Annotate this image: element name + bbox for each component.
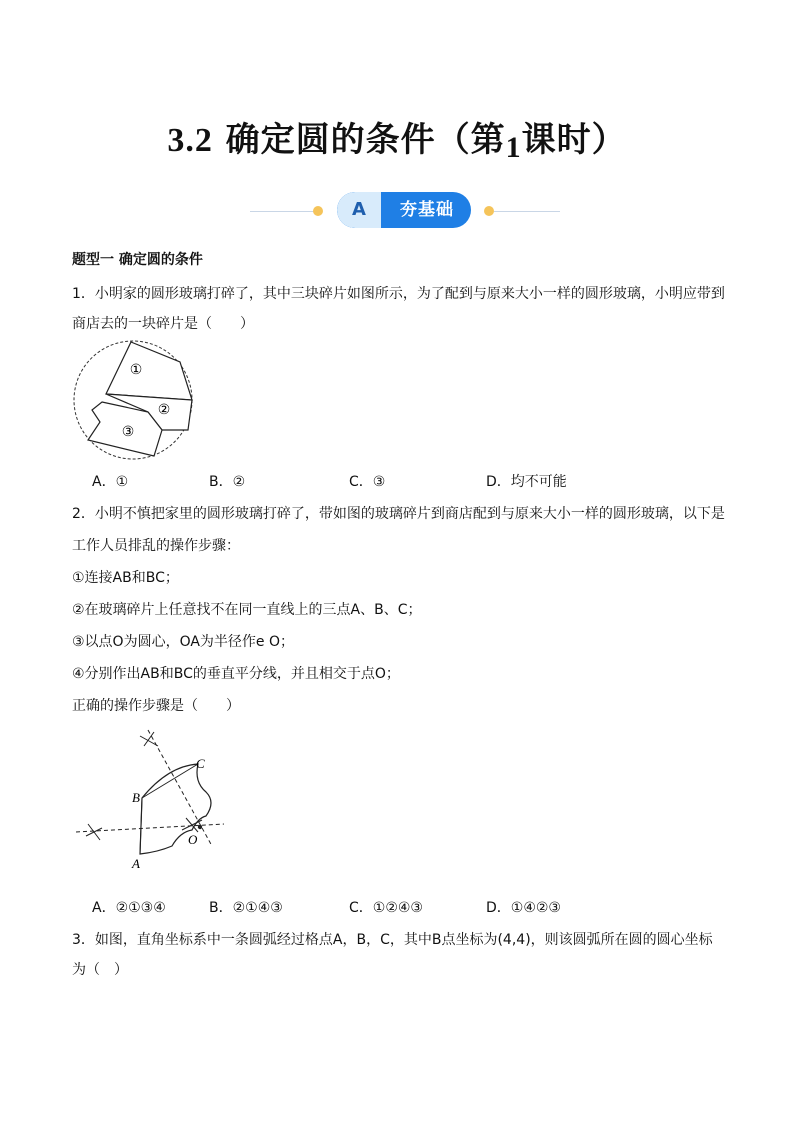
page-title bbox=[0, 112, 794, 165]
q3-text-line2: 为（ ） bbox=[72, 962, 128, 978]
center-point-o bbox=[198, 825, 202, 829]
q2-step-4: ④分别作出AB和BC的垂直平分线，并且相交于点O； bbox=[72, 666, 400, 682]
q1-option-b: B．② bbox=[209, 474, 246, 490]
chord-ab bbox=[140, 798, 142, 854]
q3-text-line1: 3．如图，直角坐标系中一条圆弧经过格点A，B，C，其中B点坐标为(4,4)，则该圆弧所在圆的圆心坐标 bbox=[72, 932, 713, 948]
label-a: A bbox=[132, 856, 140, 871]
label-o: O bbox=[188, 832, 198, 847]
q2-step-3: ③以点O为圆心，OA为半径作e O； bbox=[72, 634, 295, 650]
title-main: 确定圆的条件（第 bbox=[225, 120, 506, 160]
fragment-3-label: ③ bbox=[121, 425, 135, 440]
section-badge-row bbox=[0, 192, 794, 230]
q1-text-line1: 1．小明家的圆形玻璃打碎了，其中三块碎片如图所示，为了配到与原来大小一样的圆形玻璃，小明应带到 bbox=[72, 286, 725, 302]
badge-left-dot bbox=[313, 206, 323, 216]
q2-text-line2: 工作人员排乱的操作步骤： bbox=[72, 538, 240, 554]
q2-option-d: D．①④②③ bbox=[486, 900, 561, 916]
fragment-2-label: ② bbox=[157, 403, 171, 418]
badge-letter: A bbox=[337, 192, 381, 228]
badge-text: 夯基础 bbox=[400, 200, 454, 220]
q1-option-a: A．① bbox=[92, 474, 129, 490]
q2-step-2: ②在玻璃碎片上任意找不在同一直线上的三点A、B、C； bbox=[72, 602, 422, 618]
title-lesson-number: 1 bbox=[505, 131, 522, 164]
q2-step-1: ①连接AB和BC； bbox=[72, 570, 179, 586]
arc-mark-left bbox=[86, 824, 102, 840]
q2-option-a: A．②①③④ bbox=[92, 900, 166, 916]
level-badge bbox=[337, 192, 471, 228]
q1-text-line2: 商店去的一块碎片是（ ） bbox=[72, 316, 254, 332]
q2-figure bbox=[72, 720, 232, 880]
q2-text-line1: 2．小明不慎把家里的圆形玻璃打碎了，带如图的玻璃碎片到商店配到与原来大小一样的圆形玻璃，以下是 bbox=[72, 506, 725, 522]
q2-option-c: C．①②④③ bbox=[349, 900, 423, 916]
q1-option-d: D．均不可能 bbox=[486, 474, 567, 490]
title-prefix: 3.2 bbox=[167, 122, 213, 159]
q1-option-c: C．③ bbox=[349, 474, 386, 490]
badge-right-line bbox=[494, 211, 560, 212]
q2-option-b: B．②①④③ bbox=[209, 900, 283, 916]
label-b: B bbox=[132, 790, 140, 805]
label-c: C bbox=[196, 756, 205, 771]
fragment-1 bbox=[106, 342, 192, 400]
title-suffix: 课时） bbox=[521, 120, 627, 160]
badge-right-dot bbox=[484, 206, 494, 216]
badge-left-line bbox=[250, 211, 318, 212]
q2-prompt: 正确的操作步骤是（ ） bbox=[72, 698, 240, 714]
fragment-1-label: ① bbox=[129, 363, 143, 378]
q1-figure bbox=[72, 340, 196, 464]
section-heading: 题型一 确定圆的条件 bbox=[72, 252, 203, 268]
